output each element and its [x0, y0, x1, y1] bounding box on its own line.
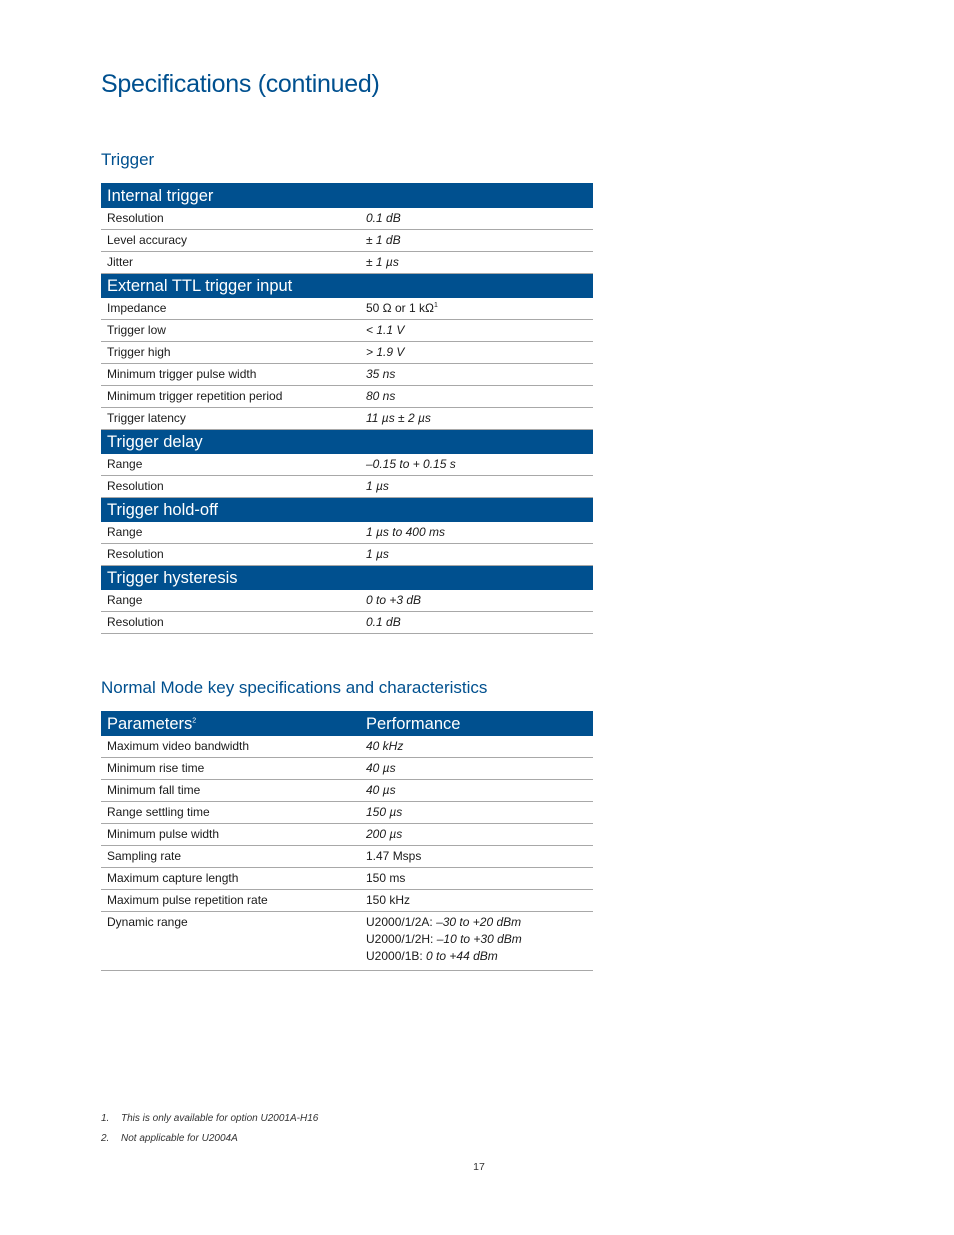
row-value: 150 kHz — [360, 890, 593, 912]
table-row — [101, 846, 593, 868]
row-value: 40 kHz — [360, 736, 593, 758]
group-header-external-ttl: External TTL trigger input — [101, 274, 593, 299]
row-value: 200 µs — [360, 824, 593, 846]
group-header-trigger-hold-off: Trigger hold-off — [101, 498, 593, 523]
row-label: Trigger latency — [101, 408, 360, 430]
row-label: Maximum video bandwidth — [101, 736, 360, 758]
dynamic-range-line — [366, 931, 587, 948]
table-row — [101, 522, 593, 544]
row-label: Dynamic range — [101, 912, 360, 971]
header-parameters — [101, 712, 360, 737]
group-header-row — [101, 430, 593, 455]
row-value: 150 µs — [360, 802, 593, 824]
footnotes — [101, 1112, 318, 1152]
row-label: Minimum rise time — [101, 758, 360, 780]
row-label: Minimum trigger pulse width — [101, 364, 360, 386]
row-value: 0.1 dB — [360, 208, 593, 230]
group-header-row — [101, 184, 593, 209]
table-row — [101, 364, 593, 386]
trigger-section-title: Trigger — [101, 150, 155, 169]
row-value: 11 µs ± 2 µs — [360, 408, 593, 430]
row-label: Range settling time — [101, 802, 360, 824]
impedance-value: 50 Ω or 1 kΩ — [366, 301, 434, 315]
group-header-row — [101, 274, 593, 299]
footnote-text: This is only available for option U2001A-H16 — [121, 1113, 319, 1124]
row-label: Trigger low — [101, 320, 360, 342]
normal-mode-section-title: Normal Mode key specifications and characteristics — [101, 678, 488, 697]
footnote-number: 1. — [101, 1113, 110, 1124]
table-header-row — [101, 712, 593, 737]
row-label: Resolution — [101, 612, 360, 634]
row-value: –0.15 to + 0.15 s — [360, 454, 593, 476]
table-row — [101, 408, 593, 430]
row-label: Trigger high — [101, 342, 360, 364]
row-value: 1.47 Msps — [360, 846, 593, 868]
range-value: 0 to +44 dBm — [426, 949, 498, 963]
header-performance: Performance — [360, 712, 593, 737]
table-row-dynamic-range — [101, 912, 593, 971]
row-label: Impedance — [101, 298, 360, 320]
table-row — [101, 476, 593, 498]
group-header-trigger-delay: Trigger delay — [101, 430, 593, 455]
row-label: Resolution — [101, 544, 360, 566]
table-row — [101, 780, 593, 802]
footnote-2 — [101, 1132, 318, 1152]
table-row — [101, 612, 593, 634]
row-value — [360, 298, 593, 320]
row-label: Minimum trigger repetition period — [101, 386, 360, 408]
table-row — [101, 386, 593, 408]
dynamic-range-line — [366, 948, 587, 965]
table-row — [101, 230, 593, 252]
row-value: < 1.1 V — [360, 320, 593, 342]
range-value: –30 to +20 dBm — [436, 915, 522, 929]
table-row — [101, 868, 593, 890]
group-header-row — [101, 566, 593, 591]
row-label: Range — [101, 454, 360, 476]
normal-mode-spec-table — [101, 711, 593, 971]
table-row — [101, 736, 593, 758]
table-row — [101, 342, 593, 364]
table-row — [101, 454, 593, 476]
row-label: Resolution — [101, 208, 360, 230]
row-label: Maximum capture length — [101, 868, 360, 890]
row-value — [360, 912, 593, 971]
table-row — [101, 758, 593, 780]
row-value: 150 ms — [360, 868, 593, 890]
table-row — [101, 208, 593, 230]
row-value: 35 ns — [360, 364, 593, 386]
row-label: Minimum pulse width — [101, 824, 360, 846]
range-value: –10 to +30 dBm — [436, 932, 522, 946]
table-row — [101, 824, 593, 846]
footnote-ref-2: 2 — [192, 717, 197, 725]
row-value: 40 µs — [360, 758, 593, 780]
model-prefix: U2000/1B: — [366, 949, 427, 963]
row-value: 0 to +3 dB — [360, 590, 593, 612]
row-label: Range — [101, 522, 360, 544]
page-number: 17 — [473, 1161, 485, 1173]
row-value: 1 µs — [360, 476, 593, 498]
table-row — [101, 252, 593, 274]
row-label: Sampling rate — [101, 846, 360, 868]
row-label: Resolution — [101, 476, 360, 498]
dynamic-range-line — [366, 914, 587, 931]
footnote-1 — [101, 1112, 318, 1132]
page-title: Specifications (continued) — [101, 70, 380, 98]
table-row — [101, 320, 593, 342]
row-value: 0.1 dB — [360, 612, 593, 634]
footnote-text: Not applicable for U2004A — [121, 1133, 238, 1144]
group-header-trigger-hysteresis: Trigger hysteresis — [101, 566, 593, 591]
row-value: > 1.9 V — [360, 342, 593, 364]
row-value: 1 µs to 400 ms — [360, 522, 593, 544]
group-header-row — [101, 498, 593, 523]
row-label: Range — [101, 590, 360, 612]
trigger-spec-table — [101, 183, 593, 634]
row-value: 40 µs — [360, 780, 593, 802]
table-row — [101, 298, 593, 320]
row-label: Minimum fall time — [101, 780, 360, 802]
row-value: ± 1 µs — [360, 252, 593, 274]
row-label: Level accuracy — [101, 230, 360, 252]
footnote-ref-1: 1 — [433, 302, 438, 309]
row-value: 1 µs — [360, 544, 593, 566]
table-row — [101, 544, 593, 566]
model-prefix: U2000/1/2H: — [366, 932, 437, 946]
model-prefix: U2000/1/2A: — [366, 915, 437, 929]
header-parameters-label: Parameters — [107, 715, 193, 733]
table-row — [101, 590, 593, 612]
row-value: 80 ns — [360, 386, 593, 408]
table-row — [101, 802, 593, 824]
row-label: Maximum pulse repetition rate — [101, 890, 360, 912]
row-value: ± 1 dB — [360, 230, 593, 252]
group-header-internal-trigger: Internal trigger — [101, 184, 593, 209]
row-label: Jitter — [101, 252, 360, 274]
footnote-number: 2. — [101, 1133, 110, 1144]
table-row — [101, 890, 593, 912]
